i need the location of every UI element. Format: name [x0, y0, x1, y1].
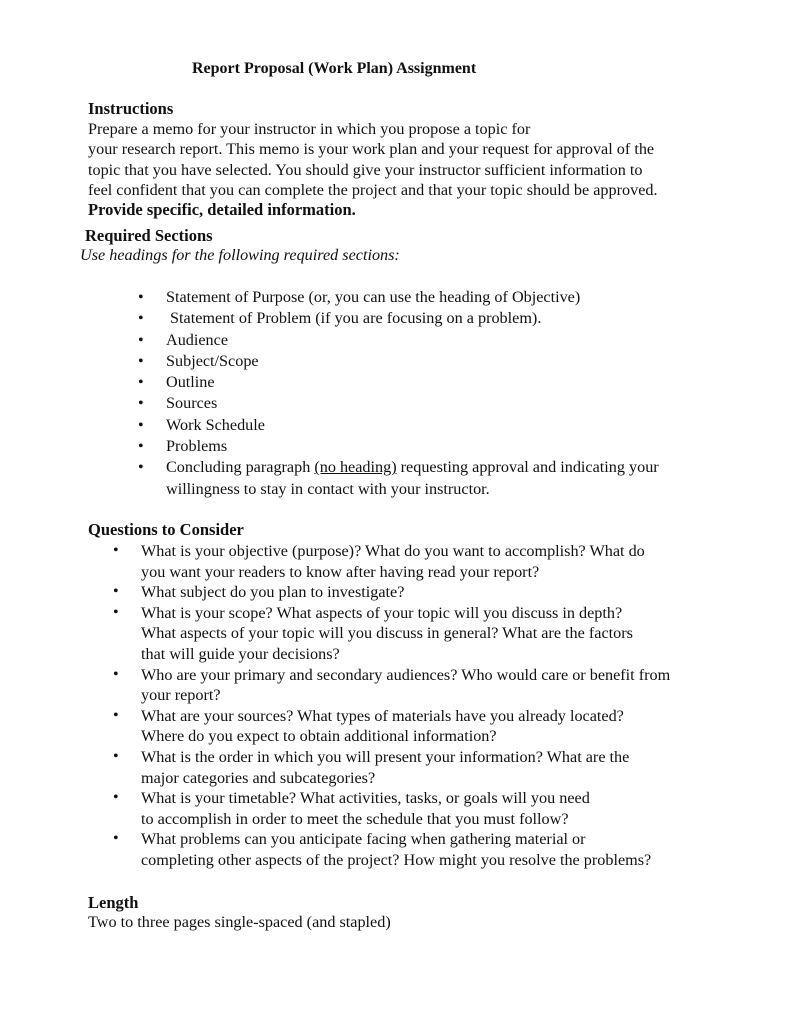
- list-item: [113, 665, 733, 706]
- bullet-icon: •: [113, 583, 119, 601]
- bullet-icon: •: [138, 331, 144, 349]
- bullet-icon: •: [113, 542, 119, 559]
- list-item: [138, 436, 738, 457]
- bullet-icon: •: [138, 352, 144, 370]
- instructions-emphasis: Provide specific, detailed information.: [88, 200, 356, 220]
- bullet-icon: •: [138, 395, 144, 413]
- bullet-icon: •: [138, 374, 144, 392]
- question-line: What problems can you anticipate facing when gathering material or: [141, 830, 586, 849]
- list-item: [138, 351, 738, 372]
- question-line: What is your scope? What aspects of your topic will you discuss in depth?: [141, 603, 623, 622]
- required-sections-note: Use headings for the following required sections:: [80, 246, 400, 264]
- list-item: [113, 747, 733, 788]
- question-line: Who are your primary and secondary audiences? Who would care or benefit from: [141, 665, 671, 684]
- section-item-label: Problems: [166, 437, 228, 456]
- question-line: What is your timetable? What activities, tasks, or goals will you need: [141, 789, 590, 808]
- list-item: [138, 287, 738, 308]
- length-heading: Length: [88, 893, 139, 912]
- list-item: [138, 415, 738, 436]
- list-item: [138, 393, 738, 414]
- list-item: [113, 829, 733, 870]
- question-line: What are your sources? What types of materials have you already located?: [141, 706, 624, 725]
- section-item-label: Statement of Purpose (or, you can use the heading of Objective): [166, 288, 581, 306]
- bullet-icon: •: [138, 310, 144, 328]
- list-item: [113, 603, 733, 665]
- bullet-icon: •: [113, 603, 119, 621]
- section-item-label: Statement of Problem (if you are focusing on a problem).: [166, 309, 542, 328]
- question-line: you want your readers to know after having read your report?: [141, 562, 540, 581]
- bullet-icon: •: [138, 459, 144, 477]
- question-line: completing other aspects of the project? How might you resolve the problems?: [141, 850, 652, 869]
- bullet-icon: •: [113, 830, 119, 848]
- list-item: [113, 541, 733, 582]
- section-item-label: Sources: [166, 394, 218, 413]
- bullet-icon: •: [138, 438, 144, 456]
- required-sections-heading: Required Sections: [85, 226, 213, 245]
- bullet-icon: •: [138, 416, 144, 434]
- question-line: What aspects of your topic will you discuss in general? What are the factors: [141, 624, 633, 643]
- list-item: [138, 372, 738, 393]
- questions-heading: Questions to Consider: [88, 520, 244, 539]
- question-line: to accomplish in order to meet the schedule that you must follow?: [141, 809, 569, 828]
- concluding-suffix: requesting approval and indicating your: [396, 458, 659, 477]
- bullet-icon: •: [113, 665, 119, 683]
- instructions-line: feel confident that you can complete the project and that your topic should be approved.: [88, 180, 658, 199]
- section-item-label: [166, 457, 738, 478]
- section-item-label: Work Schedule: [166, 415, 265, 434]
- list-item: [138, 330, 738, 351]
- instructions-line: topic that you have selected. You should give your instructor sufficient information to: [88, 160, 643, 179]
- question-line: What subject do you plan to investigate?: [141, 583, 405, 602]
- questions-list: [113, 541, 733, 871]
- question-line: Where do you expect to obtain additional information?: [141, 727, 497, 746]
- instructions-paragraph: [88, 119, 728, 220]
- page-title: Report Proposal (Work Plan) Assignment: [192, 60, 477, 77]
- length-text: Two to three pages single-spaced (and stapled): [88, 913, 391, 931]
- question-line: your report?: [141, 686, 221, 705]
- section-item-label: Outline: [166, 373, 215, 392]
- question-line: What is your objective (purpose)? What do you want to accomplish? What do: [141, 542, 645, 560]
- bullet-icon: •: [113, 747, 119, 765]
- question-line: that will guide your decisions?: [141, 644, 340, 663]
- list-item: [113, 582, 733, 603]
- bullet-icon: •: [113, 706, 119, 724]
- instructions-line: Prepare a memo for your instructor in which you propose a topic for: [88, 120, 531, 138]
- question-line: What is the order in which you will present your information? What are the: [141, 747, 630, 766]
- required-sections-list: [138, 287, 738, 500]
- list-item: [138, 308, 738, 329]
- list-item: [113, 788, 733, 829]
- no-heading-note: (no heading): [314, 458, 397, 477]
- list-item: [138, 457, 738, 500]
- list-item: [113, 706, 733, 747]
- section-item-label: Subject/Scope: [166, 351, 259, 370]
- section-item-label: Audience: [166, 330, 229, 349]
- concluding-prefix: Concluding paragraph: [166, 458, 315, 477]
- question-line: major categories and subcategories?: [141, 768, 376, 787]
- instructions-heading: Instructions: [88, 99, 174, 118]
- section-item-label-continued: willingness to stay in contact with your instructor.: [166, 479, 490, 498]
- instructions-line: your research report. This memo is your work plan and your request for approval of the: [88, 140, 655, 159]
- bullet-icon: •: [113, 789, 119, 807]
- bullet-icon: •: [138, 289, 144, 306]
